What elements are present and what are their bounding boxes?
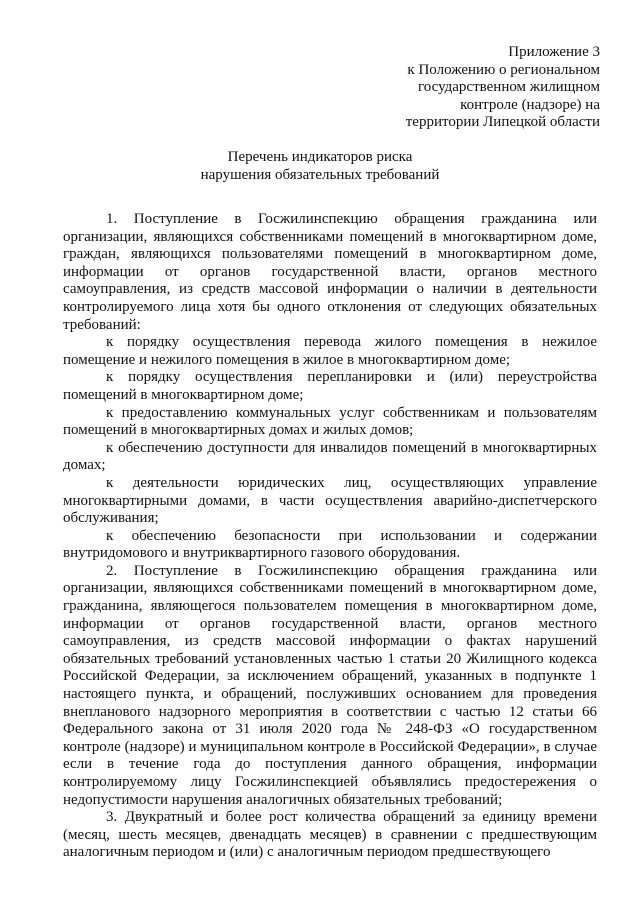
appendix-line: контроле (надзоре) на <box>460 96 600 113</box>
paragraph-item-2: 2. Поступление в Госжилинспекцию обращения гражданина или организации, являющихся собственниками помещений в многоквартирном доме, гражданина, являющегося пользователем помещения в многоквартирном доме, информации от органов государственной власти, органов местного самоуправления, из средств массовой информации о фактах нарушений обязательных требований установленных частью 1 статьи 20 Жилищного кодекса Российской Федерации, за исключением обращений, указанных в подпункте 1 настоящего пункта, и обращений, послуживших основанием для проведения внепланового надзорного мероприятия в соответствии с частью 12 статьи 66 Федерального закона от 31 июля 2020 года № 248-ФЗ «О государственном контроле (надзоре) и муниципальном контроле в Российской Федерации», в случае если в течение года до поступления данного обращения, информации контролируемому лицу Госжилинспекцией объявлялись предостережения о недопустимости нарушения аналогичных обязательных требований; <box>63 562 597 808</box>
appendix-line: Приложение 3 <box>508 44 600 60</box>
title-line: Перечень индикаторов риска <box>227 149 413 165</box>
appendix-header <box>370 44 600 132</box>
appendix-line: к Положению о региональном <box>407 61 600 78</box>
appendix-line: государственном жилищном <box>417 79 600 96</box>
paragraph-subitem: к предоставлению коммунальных услуг собственникам и пользователям помещений в многоквартирных домах и жилых домов; <box>63 404 597 439</box>
appendix-line: территории Липецкой области <box>405 114 600 131</box>
paragraph-item-1: 1. Поступление в Госжилинспекцию обращения гражданина или организации, являющихся собственниками помещений в многоквартирном доме, граждан, являющихся пользователями помещений в многоквартирном доме, информации от органов государственной власти, органов местного самоуправления, из средств массовой информации о наличии в деятельности контролируемого лица хотя бы одного отклонения от следующих обязательных требований: <box>63 211 597 333</box>
paragraph-subitem: к порядку осуществления перепланировки и (или) переустройства помещений в многоквартирном доме; <box>63 369 597 403</box>
document-body <box>63 211 597 862</box>
paragraph-subitem: к деятельности юридических лиц, осуществляющих управление многоквартирными домами, в части осуществления аварийно-диспетчерского обслуживания; <box>63 474 597 527</box>
paragraph-item-3: 3. Двукратный и более рост количества обращений за единицу времени (месяц, шесть месяцев, двенадцать месяцев) в сравнении с предшествующим аналогичным периодом и (или) с аналогичным периодом предшествующего <box>63 809 597 861</box>
document-title <box>0 149 640 184</box>
title-line: нарушения обязательных требований <box>200 166 440 183</box>
paragraph-subitem: к порядку осуществления перевода жилого помещения в нежилое помещение и нежилого помещения в жилое в многоквартирном доме; <box>63 334 597 368</box>
paragraph-subitem: к обеспечению безопасности при использовании и содержании внутридомового и внутриквартирного газового оборудования. <box>63 527 597 562</box>
paragraph-subitem: к обеспечению доступности для инвалидов помещений в многоквартирных домах; <box>63 439 597 474</box>
